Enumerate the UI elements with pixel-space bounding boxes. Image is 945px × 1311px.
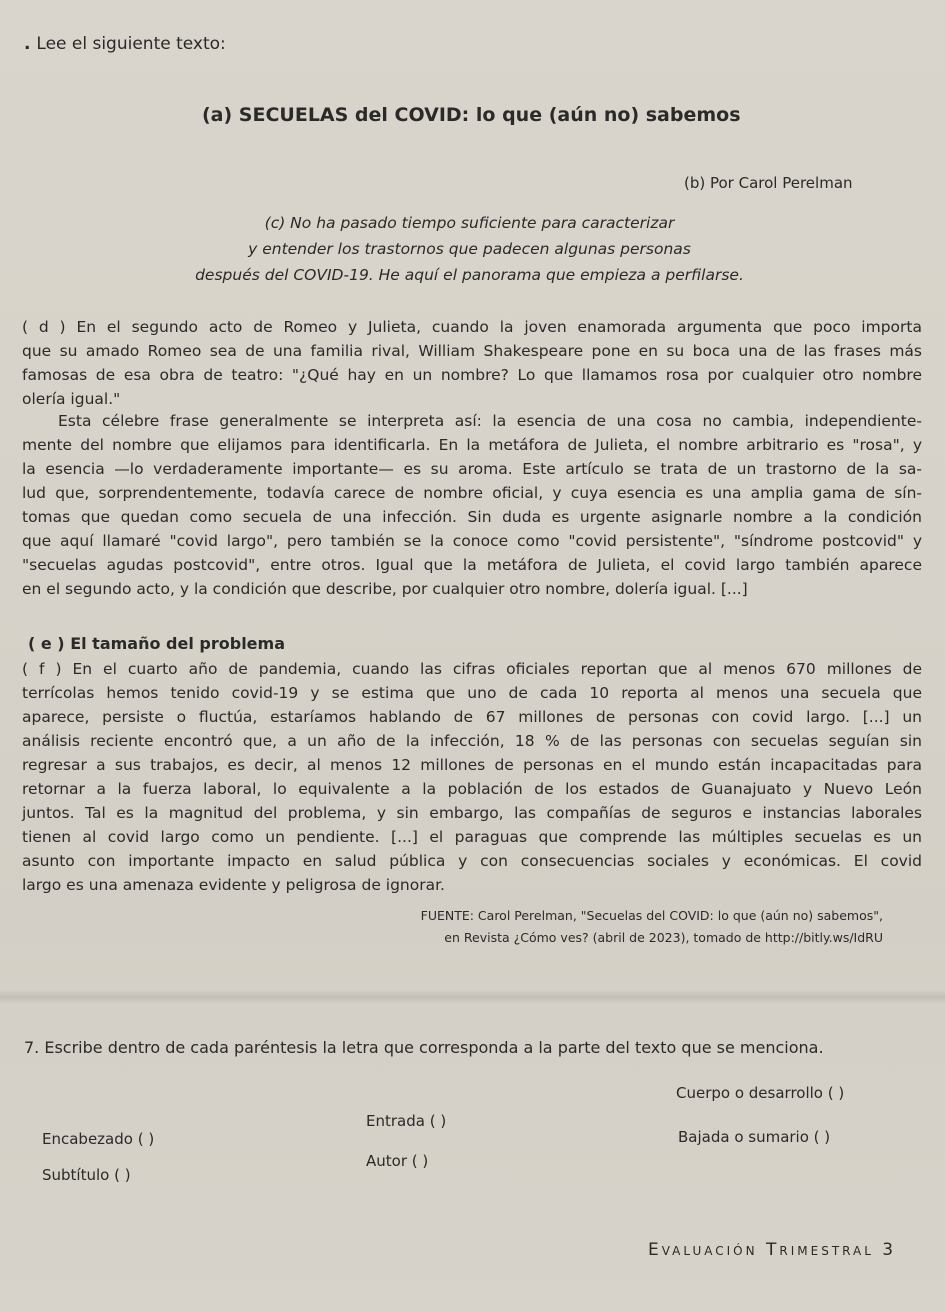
page-fold-shadow bbox=[0, 990, 945, 1004]
option-entrada[interactable]: Entrada ( ) bbox=[366, 1112, 447, 1130]
body-paragraph-line: lud que, sorprendentemente, todavía carece de nombre oficial, y cuya esencia es una amplia gama de sín- bbox=[22, 484, 922, 502]
bullet-mark: . bbox=[24, 34, 37, 54]
option-subtitulo[interactable]: Subtítulo ( ) bbox=[42, 1166, 131, 1184]
intro-text: Lee el siguiente texto: bbox=[36, 34, 226, 54]
paragraph-d-line: ( d ) En el segundo acto de Romeo y Julieta, cuando la joven enamorada argumenta que poco importa bbox=[22, 318, 922, 336]
paragraph-f-line: juntos. Tal es la magnitud del problema, y sin embargo, las compañías de seguros e instancias laborales bbox=[22, 804, 922, 822]
article-title: (a) SECUELAS del COVID: lo que (aún no) sabemos bbox=[202, 104, 741, 126]
paragraph-f-line: aparece, persiste o fluctúa, estaríamos hablando de 67 millones de personas con covid largo. [...] un bbox=[22, 708, 922, 726]
intro-instruction bbox=[24, 34, 226, 54]
body-paragraph-line: "secuelas agudas postcovid", entre otros. Igual que la metáfora de Julieta, el covid largo también aparece bbox=[22, 556, 922, 574]
source-line-2: en Revista ¿Cómo ves? (abril de 2023), tomado de http://bitly.ws/IdRU bbox=[444, 930, 883, 945]
paragraph-f-line: ( f ) En el cuarto año de pandemia, cuando las cifras oficiales reportan que al menos 670 millones de bbox=[22, 660, 922, 678]
paragraph-f-line: largo es una amenaza evidente y peligrosa de ignorar. bbox=[22, 876, 445, 894]
paragraph-f-line: asunto con importante impacto en salud pública y con consecuencias sociales y económicas. El covid bbox=[22, 852, 922, 870]
subtitle-line-3: después del COVID-19. He aquí el panorama que empieza a perfilarse. bbox=[195, 266, 744, 284]
body-paragraph-line: la esencia —lo verdaderamente importante— es su aroma. Este artículo se trata de un trastorno de la sa- bbox=[22, 460, 922, 478]
paragraph-f-line: análisis reciente encontró que, a un año de la infección, 18 % de las personas con secuelas seguían sin bbox=[22, 732, 922, 750]
paragraph-f-line: retornar a la fuerza laboral, lo equivalente a la población de los estados de Guanajuato y Nuevo León bbox=[22, 780, 922, 798]
section-heading: ( e ) El tamaño del problema bbox=[28, 634, 285, 653]
article-author: (b) Por Carol Perelman bbox=[684, 174, 853, 192]
paragraph-d-line: olería igual." bbox=[22, 390, 121, 408]
paragraph-f-line: tienen al covid largo como un pendiente. [...] el paraguas que comprende las múltiples secuelas es un bbox=[22, 828, 922, 846]
subtitle-line-1: (c) No ha pasado tiempo suficiente para caracterizar bbox=[264, 214, 675, 232]
body-paragraph-line: en el segundo acto, y la condición que describe, por cualquier otro nombre, dolería igual. [...] bbox=[22, 580, 748, 598]
option-encabezado[interactable]: Encabezado ( ) bbox=[42, 1130, 155, 1148]
paragraph-d-line: famosas de esa obra de teatro: "¿Qué hay en un nombre? Lo que llamamos rosa por cualquier otro nombre bbox=[22, 366, 922, 384]
paragraph-d-line: que su amado Romeo sea de una familia rival, William Shakespeare pone en su boca una de las frases más bbox=[22, 342, 922, 360]
option-bajada[interactable]: Bajada o sumario ( ) bbox=[678, 1128, 831, 1146]
option-autor[interactable]: Autor ( ) bbox=[366, 1152, 429, 1170]
question-7: 7. Escribe dentro de cada paréntesis la letra que corresponda a la parte del texto que se menciona. bbox=[24, 1038, 824, 1057]
source-line-1: FUENTE: Carol Perelman, "Secuelas del COVID: lo que (aún no) sabemos", bbox=[420, 908, 883, 923]
body-paragraph-line: que aquí llamaré "covid largo", pero también se la conoce como "covid persistente", "síndrome postcovid" y bbox=[22, 532, 922, 550]
footer-label: Evaluación Trimestral 3 bbox=[648, 1240, 897, 1260]
body-paragraph-line: mente del nombre que elijamos para identificarla. En la metáfora de Julieta, el nombre arbitrario es "rosa", y bbox=[22, 436, 922, 454]
subtitle-line-2: y entender los trastornos que padecen algunas personas bbox=[248, 240, 691, 258]
body-paragraph-line: Esta célebre frase generalmente se interpreta así: la esencia de una cosa no cambia, independiente- bbox=[58, 412, 922, 430]
paragraph-f-line: regresar a sus trabajos, es decir, al menos 12 millones de personas en el mundo están incapacitadas para bbox=[22, 756, 922, 774]
body-paragraph-line: tomas que quedan como secuela de una infección. Sin duda es urgente asignarle nombre a la condición bbox=[22, 508, 922, 526]
option-cuerpo[interactable]: Cuerpo o desarrollo ( ) bbox=[676, 1084, 845, 1102]
paragraph-f-line: terrícolas hemos tenido covid-19 y se estima que uno de cada 10 reporta al menos una secuela que bbox=[22, 684, 922, 702]
